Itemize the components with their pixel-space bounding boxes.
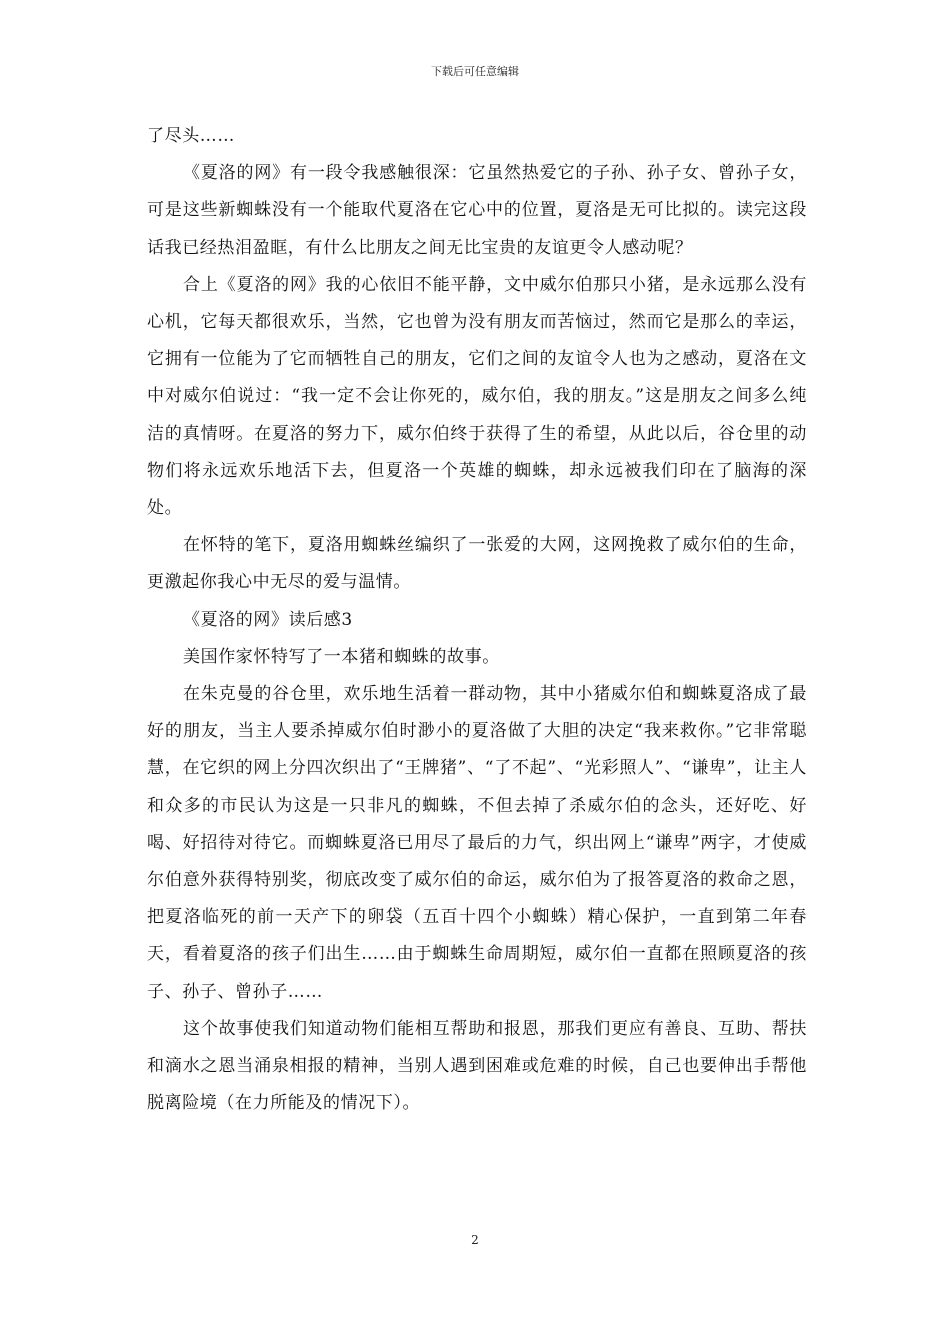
document-body [147, 118, 807, 1122]
section-title: 《夏洛的网》读后感3 [183, 609, 353, 630]
page-header: 下载后可任意编辑 [431, 65, 519, 78]
paragraph-3: 合上《夏洛的网》我的心依旧不能平静，文中威尔伯那只小猪，是永远那么没有心机，它每天都很欢乐，当然，它也曾为没有朋友而苦恼过，然而它是那么的幸运，它拥有一位能为了它而牺牲自己的朋友，它们之间的友谊令人也为之感动，夏洛在文中对威尔伯说过：“我一定不会让你死的，威尔伯，我的朋友。”这是朋友之间多么纯洁的真情呀。在夏洛的努力下，威尔伯终于获得了生的希望，从此以后，谷仓里的动物们将永远欢乐地活下去，但夏洛一个英雄的蜘蛛，却永远被我们印在了脑海的深处。 [147, 274, 807, 519]
paragraph-2: 《夏洛的网》有一段令我感触很深：它虽然热爱它的子孙、孙子女、曾孙子女，可是这些新蜘蛛没有一个能取代夏洛在它心中的位置，夏洛是无可比拟的。读完这段话我已经热泪盈眶，有什么比朋友之间无比宝贵的友谊更令人感动呢？ [147, 163, 807, 258]
page-number: 2 [471, 1233, 479, 1247]
paragraph-7: 这个故事使我们知道动物们能相互帮助和报恩，那我们更应有善良、互助、帮扶和滴水之恩当涌泉相报的精神，当别人遇到困难或危难的时候，自己也要伸出手帮他脱离险境（在力所能及的情况下）。 [147, 1018, 807, 1114]
paragraph-5: 美国作家怀特写了一本猪和蜘蛛的故事。 [183, 646, 500, 667]
paragraph-1: 了尽头…… [147, 126, 235, 146]
paragraph-6: 在朱克曼的谷仓里，欢乐地生活着一群动物，其中小猪威尔伯和蜘蛛夏洛成了最好的朋友，当主人要杀掉威尔伯时渺小的夏洛做了大胆的决定“我来救你。”它非常聪慧，在它织的网上分四次织出了“王牌猪”、“了不起”、“光彩照人”、“谦卑”，让主人和众多的市民认为这是一只非凡的蜘蛛，不但去掉了杀威尔伯的念头，还好吃、好喝、好招待对待它。而蜘蛛夏洛已用尽了最后的力气，织出网上“谦卑”两字，才使威尔伯意外获得特别奖，彻底改变了威尔伯的命运，威尔伯为了报答夏洛的救命之恩，把夏洛临死的前一天产下的卵袋（五百十四个小蜘蛛）精心保护，一直到第二年春天，看着夏洛的孩子们出生……由于蜘蛛生命周期短，威尔伯一直都在照顾夏洛的孩子、孙子、曾孙子…… [147, 684, 807, 1002]
paragraph-4: 在怀特的笔下，夏洛用蜘蛛丝编织了一张爱的大网，这网挽救了威尔伯的生命，更激起你我心中无尽的爱与温情。 [147, 535, 807, 593]
